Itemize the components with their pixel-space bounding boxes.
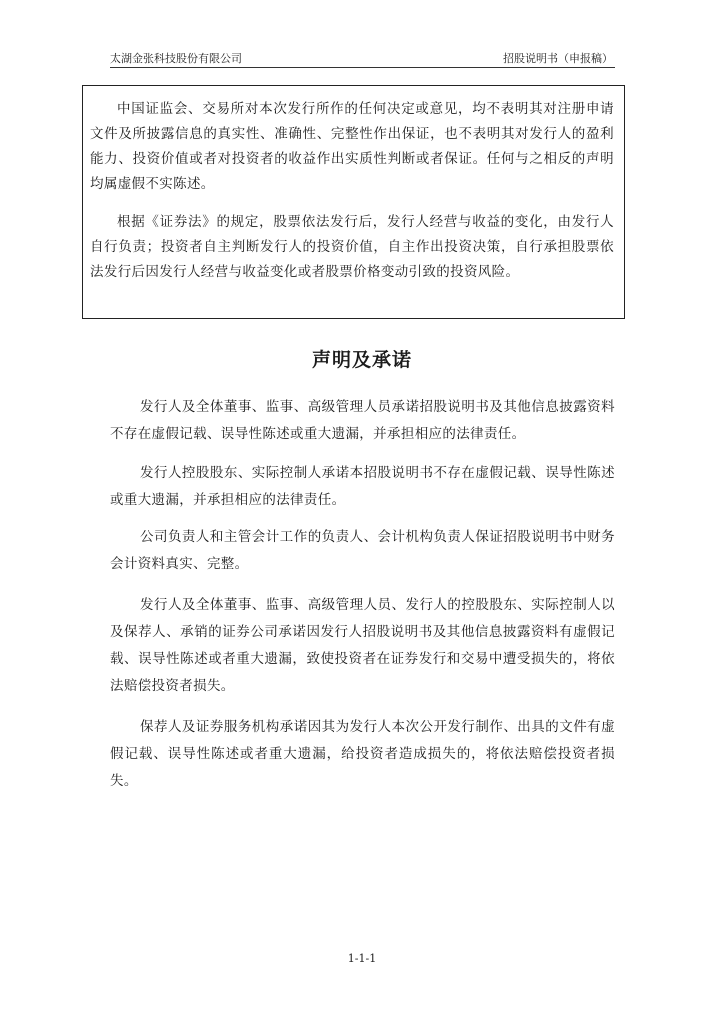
header-company-name: 太湖金张科技股份有限公司 <box>110 52 242 65</box>
page-number: 1-1-1 <box>347 952 377 965</box>
statement-paragraph: 发行人控股股东、实际控制人承诺本招股说明书不存在虚假记载、误导性陈述或重大遗漏，并承担相应的法律责任。 <box>110 465 615 508</box>
notice-paragraph: 根据《证券法》的规定，股票依法发行后，发行人经营与收益的变化，由发行人自行负责；投资者自主判断发行人的投资价值，自主作出投资决策，自行承担股票依法发行后因发行人经营与收益变化或者股票价格变动引致的投资风险。 <box>90 214 614 280</box>
statement-paragraph: 发行人及全体董事、监事、高级管理人员承诺招股说明书及其他信息披露资料不存在虚假记载、误导性陈述或重大遗漏，并承担相应的法律责任。 <box>110 399 615 442</box>
section-title: 声明及承诺 <box>311 349 412 371</box>
regulatory-notice-box <box>82 85 625 319</box>
header-document-type: 招股说明书（申报稿） <box>503 52 613 65</box>
statement-paragraph: 保荐人及证券服务机构承诺因其为发行人本次公开发行制作、出具的文件有虚假记载、误导性陈述或者重大遗漏，给投资者造成损失的，将依法赔偿投资者损失。 <box>110 719 615 789</box>
notice-paragraph: 中国证监会、交易所对本次发行所作的任何决定或意见，均不表明其对注册申请文件及所披露信息的真实性、准确性、完整性作出保证，也不表明其对发行人的盈利能力、投资价值或者对投资者的收益作出实质性判断或者保证。任何与之相反的声明均属虚假不实陈述。 <box>90 101 614 192</box>
header-divider <box>110 67 615 68</box>
statement-paragraph: 公司负责人和主管会计工作的负责人、会计机构负责人保证招股说明书中财务会计资料真实、完整。 <box>110 529 615 572</box>
statement-paragraph: 发行人及全体董事、监事、高级管理人员、发行人的控股股东、实际控制人以及保荐人、承销的证券公司承诺因发行人招股说明书及其他信息披露资料有虚假记载、误导性陈述或者重大遗漏，致使投资者在证券发行和交易中遭受损失的，将依法赔偿投资者损失。 <box>110 597 615 694</box>
